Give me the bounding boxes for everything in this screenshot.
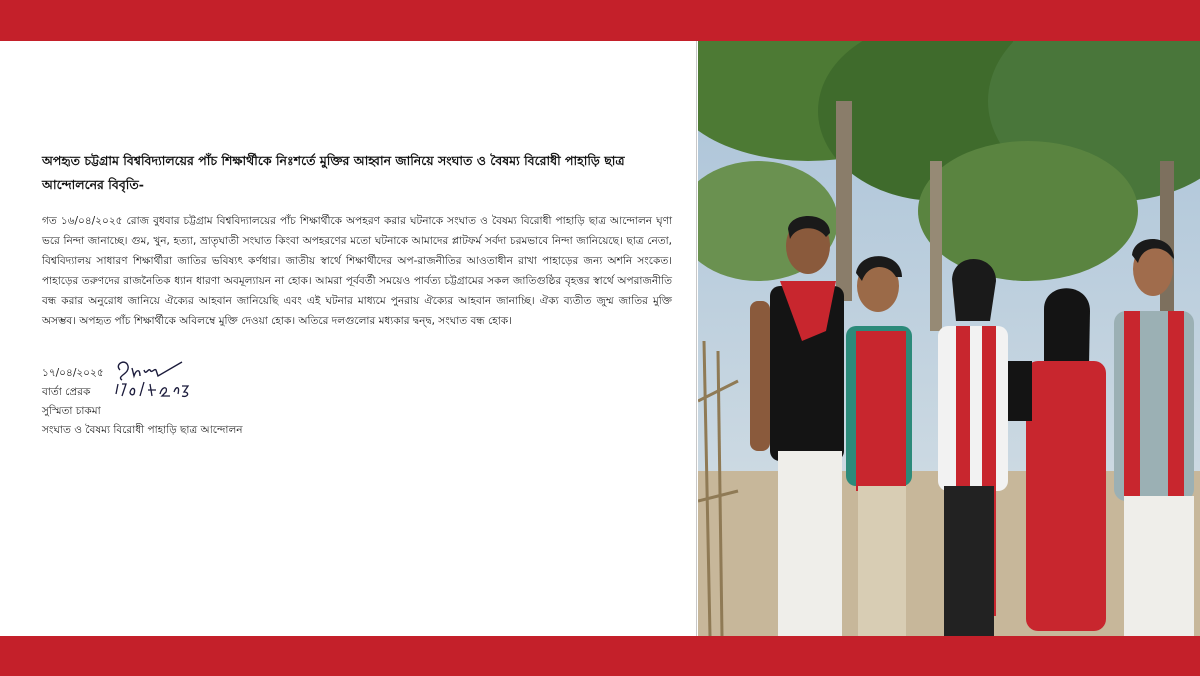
bottom-red-band xyxy=(0,636,1200,676)
sender-label: বার্তা প্রেরক xyxy=(42,386,91,398)
organization-name: সংঘাত ও বৈষম্য বিরোধী পাহাড়ি ছাত্র আন্দোলন xyxy=(42,424,243,436)
top-red-band xyxy=(0,0,1200,41)
sender-name: সুস্মিতা চাকমা xyxy=(42,405,101,417)
statement-document xyxy=(0,41,697,636)
handwritten-signature xyxy=(112,356,212,406)
statement-body: গত ১৬/০৪/২০২৫ রোজ বুধবার চট্টগ্রাম বিশ্ববিদ্যালয়ের পাঁচ শিক্ষার্থীকে অপহরণ করার ঘটনাকে সংঘাত ও বৈষম্য বিরোধী পাহাড়ি ছাত্র আন্দোলন ঘৃণা ভরে নিন্দা জানাচ্ছে। গুম, খুন, হত্যা, ভ্রাতৃঘাতী সংঘাত কিংবা অপহরণের মতো ঘটনাকে আমাদের প্লাটফর্ম সর্বদা চরমভাবে নিন্দা জানিয়েছে। ছাত্র নেতা, বিশ্ববিদ্যালয় সাধারণ শিক্ষার্থীরা জাতির ভবিষ্যৎ কর্ণধার। জাতীয় স্বার্থে শিক্ষার্থীদের অপ-রাজনীতির আওতাধীন রাখা পাহাড়ের জন্য অশনি সংকেত। পাহাড়ের তরুণদের রাজনৈতিক ধ্যান ধারণা অবমূল্যায়ন না হোক। আমরা পূর্ববর্তী সময়েও পার্বত্য চট্টগ্রামের সকল জাতিগুষ্ঠির বৃহত্তর স্বার্থে অপরাজনীতি বন্ধ করার অনুরোধ জানিয়ে ঐক্যের আহবান জানিয়েছি এবং এই ঘটনার মাধ্যমে পুনরায় ঐক্যের আহবান জানাচ্ছি। ঐক্য ব্যতীত জুম্ম জাতির মুক্তি অসম্ভব। অপহৃত পাঁচ শিক্ষার্থীকে অবিলম্বে মুক্তি দেওয়া হোক। অতিরে দলগুলোর মধ্যকার দ্বন্দ্ব, সংঘাত বন্ধ হোক। xyxy=(42,215,672,327)
group-photo xyxy=(698,41,1200,636)
statement-title: অপহৃত চট্টগ্রাম বিশ্ববিদ্যালয়ের পাঁচ শিক্ষার্থীকে নিঃশর্তে মুক্তির আহ্বান জানিয়ে সংঘাত ও বৈষম্য বিরোধী পাহাড়ি ছাত্র আন্দোলনের বিবৃতি- xyxy=(42,153,625,192)
statement-date: ১৭/০৪/২০২৫ xyxy=(42,367,104,379)
